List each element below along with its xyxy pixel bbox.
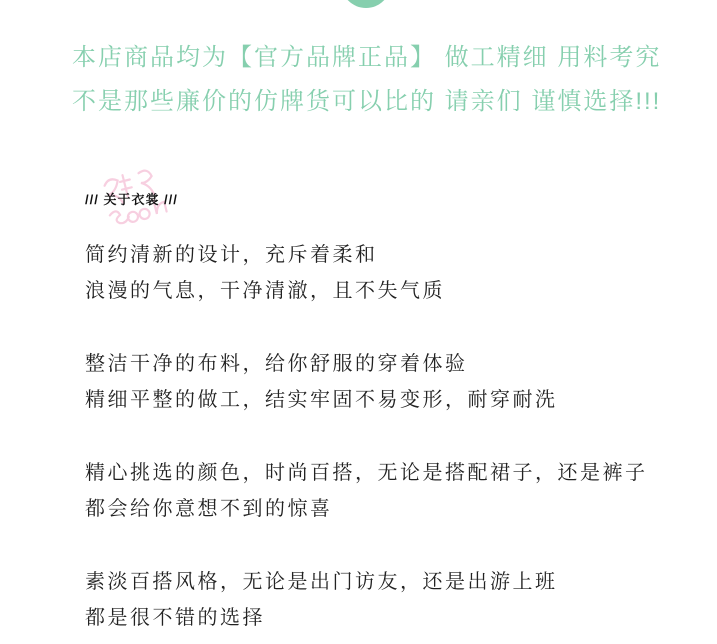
paragraph-line: 整洁干净的布料，给你舒服的穿着体验: [85, 352, 468, 375]
paragraph-fabric: [85, 346, 705, 419]
notice-line-2: 不是那些廉价的仿牌货可以比的 请亲们 谨慎选择!!!: [72, 88, 662, 115]
paragraph-color: [85, 455, 705, 528]
paragraph-line: 简约清新的设计，充斥着柔和: [85, 244, 378, 266]
top-accent-tab: [341, 0, 391, 8]
paragraph-line: 素淡百搭风格，无论是出门访友，还是出游上班: [85, 570, 558, 593]
paragraph-line: 精心挑选的颜色，时尚百搭，无论是搭配裙子，还是裤子: [85, 461, 648, 484]
paragraph-line: 都会给你意想不到的惊喜: [85, 498, 333, 521]
paragraph-design: [85, 237, 705, 310]
paragraph-style: [85, 564, 705, 637]
paragraph-line: 都是很不错的选择: [85, 606, 265, 629]
description-body: [85, 237, 705, 636]
notice-line-1: 本店商品均为【官方品牌正品】 做工精细 用料考究: [72, 44, 662, 71]
paragraph-line: 精细平整的做工，结实牢固不易变形，耐穿耐洗: [85, 389, 558, 412]
section-heading: /// 关于衣裳 ///: [85, 192, 178, 207]
paragraph-line: 浪漫的气息，干净清澈，且不失气质: [85, 280, 445, 303]
